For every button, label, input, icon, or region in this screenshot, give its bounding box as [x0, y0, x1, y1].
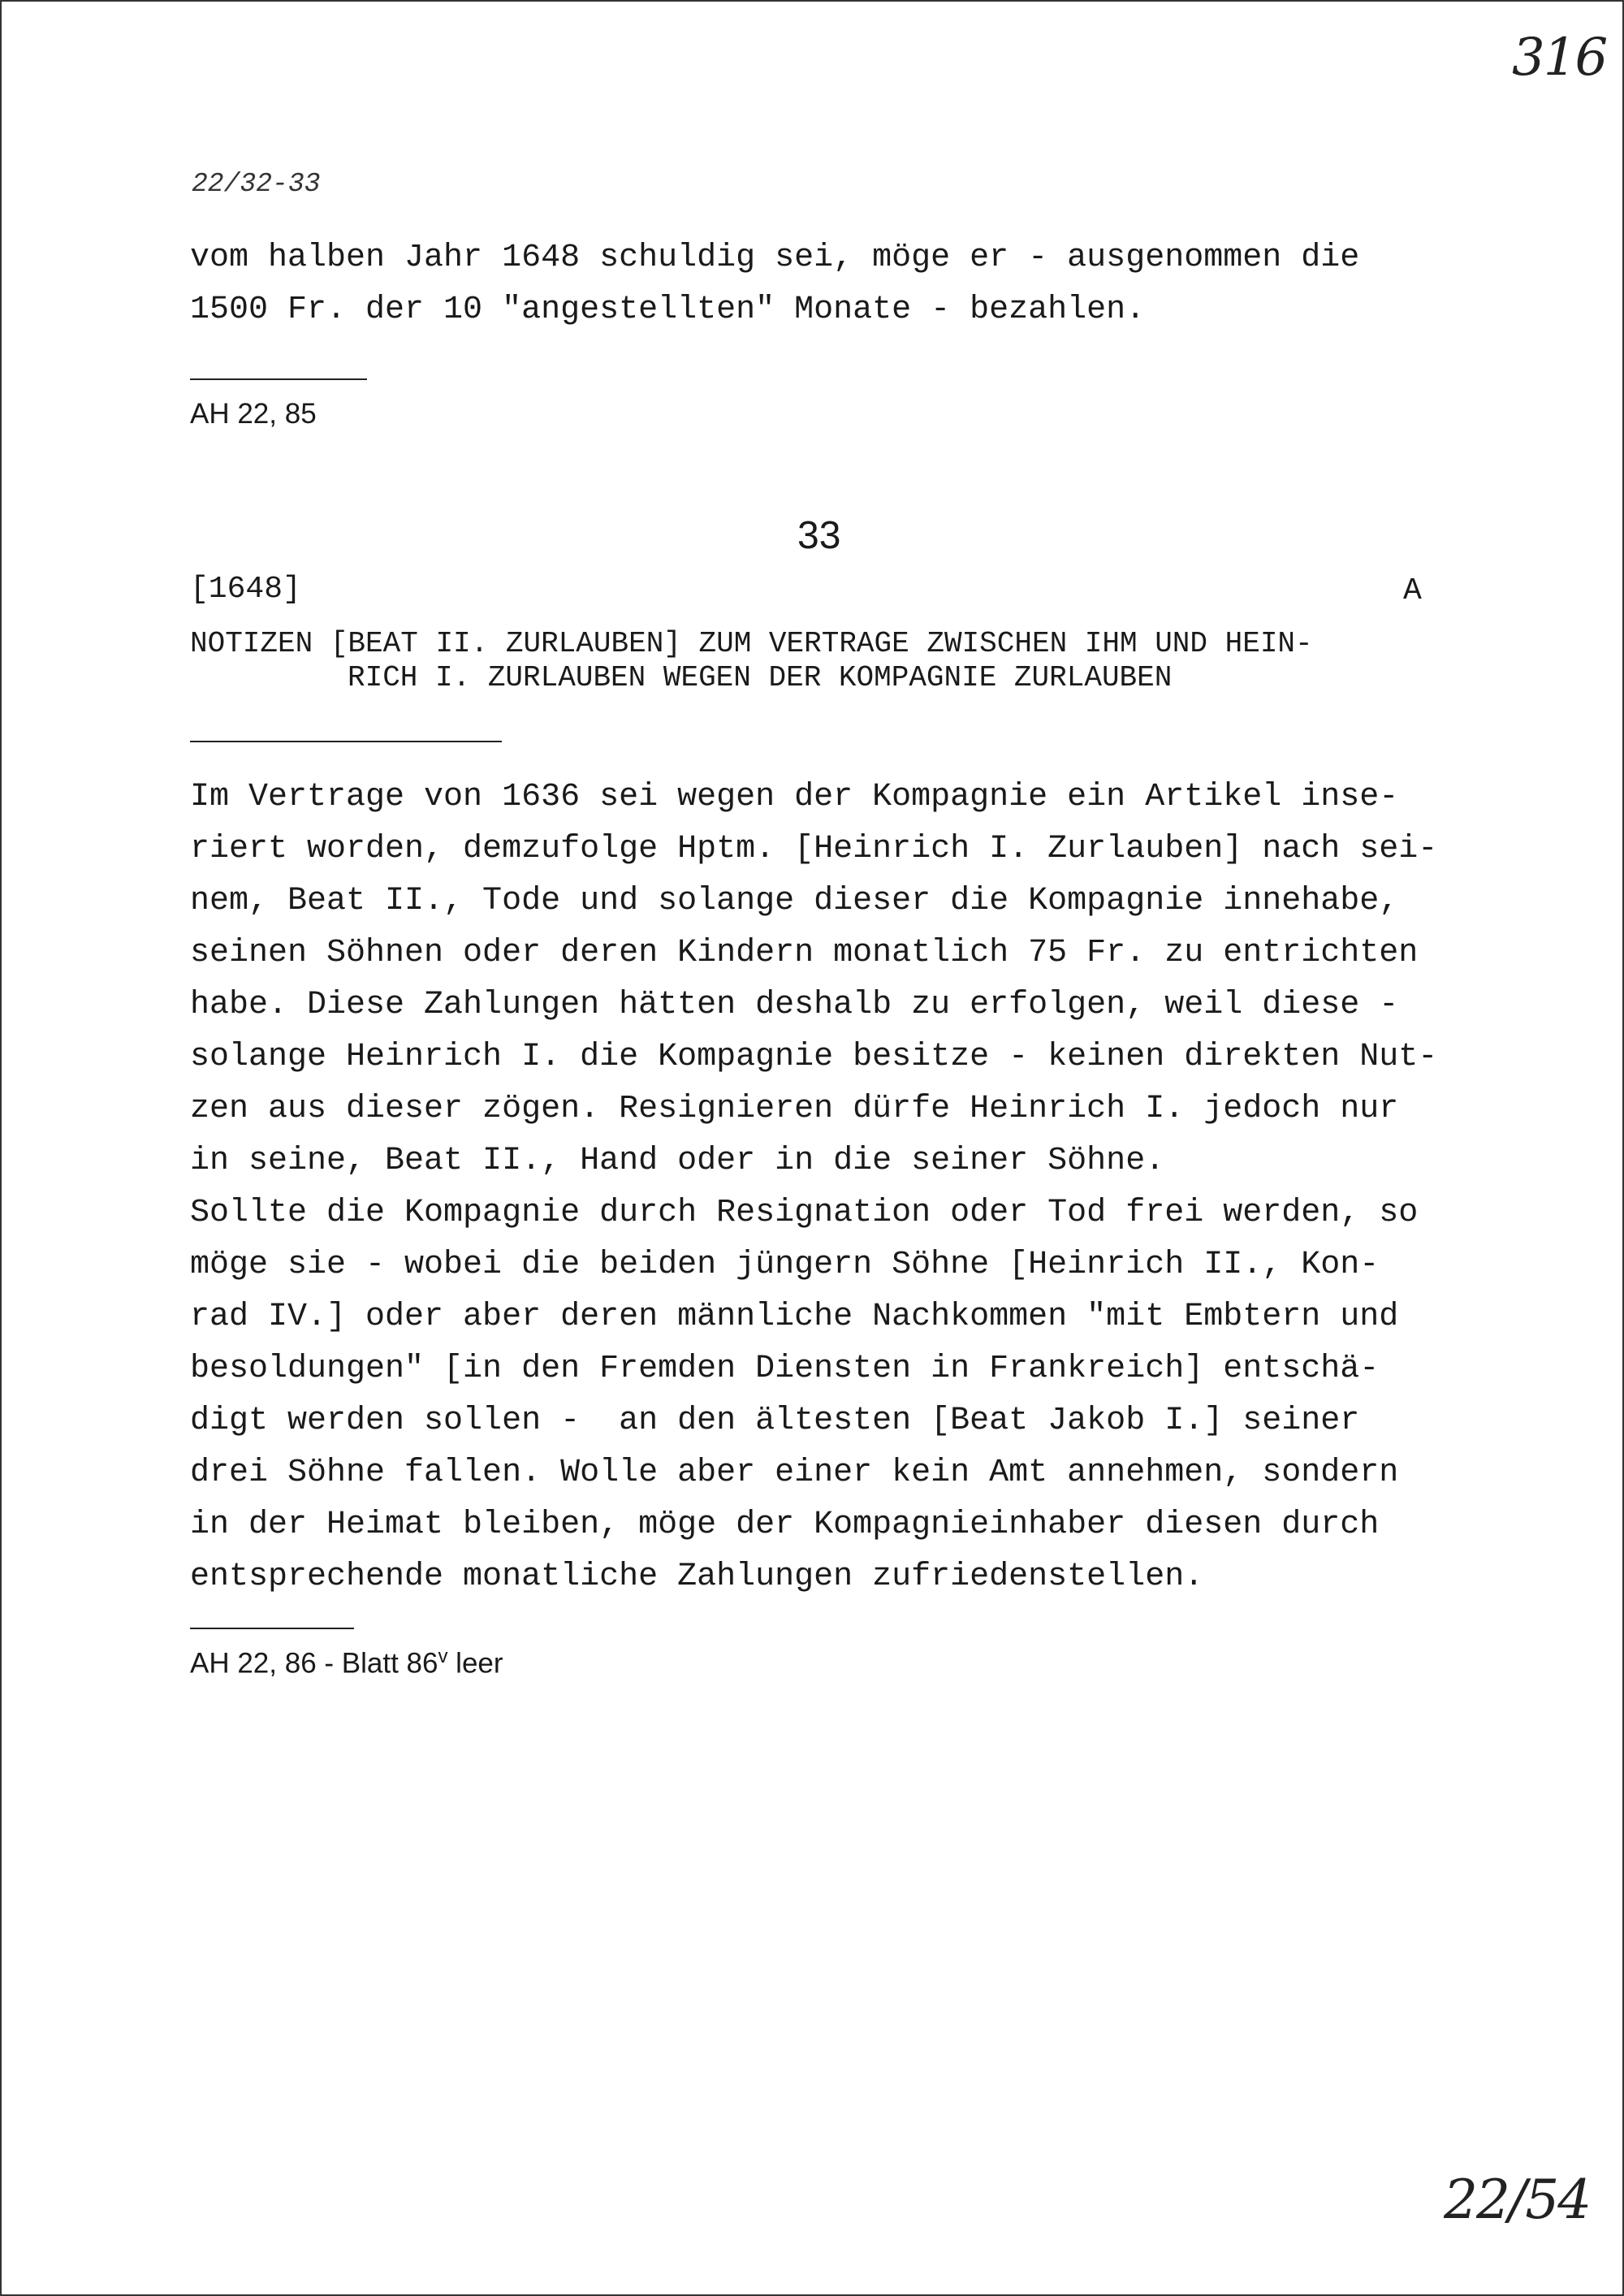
body-text-line: in der Heimat bleiben, möge der Kompagnieinhaber diesen durch	[190, 1507, 1380, 1543]
document-title-line: NOTIZEN [BEAT II. ZURLAUBEN] ZUM VERTRAGE ZWISCHEN IHM UND HEIN-	[190, 627, 1313, 660]
document-number: 33	[797, 514, 841, 557]
body-text-line: zen aus dieser zögen. Resignieren dürfe Heinrich I. jedoch nur	[190, 1091, 1399, 1127]
body-text-line: in seine, Beat II., Hand oder in die seiner Söhne.	[190, 1143, 1165, 1179]
body-text-line: habe. Diese Zahlungen hätten deshalb zu erfolgen, weil diese -	[190, 987, 1399, 1023]
document-title-line: RICH I. ZURLAUBEN WEGEN DER KOMPAGNIE ZURLAUBEN	[348, 661, 1173, 694]
divider-rule	[190, 741, 502, 742]
document-type-letter: A	[1403, 573, 1422, 608]
body-text-line: solange Heinrich I. die Kompagnie besitze - keinen direkten Nut-	[190, 1039, 1438, 1075]
body-text-line: rad IV.] oder aber deren männliche Nachkommen "mit Embtern und	[190, 1299, 1399, 1335]
body-text-line: nem, Beat II., Tode und solange dieser die Kompagnie innehabe,	[190, 883, 1399, 919]
body-text-line: drei Söhne fallen. Wolle aber einer kein Amt annehmen, sondern	[190, 1455, 1399, 1491]
body-text-line: seinen Söhnen oder deren Kindern monatlich 75 Fr. zu entrichten	[190, 935, 1419, 971]
folio-number-top: 316	[1512, 28, 1607, 88]
body-text-line: riert worden, demzufolge Hptm. [Heinrich I. Zurlauben] nach sei-	[190, 831, 1438, 867]
source-note-tail: leer	[447, 1647, 503, 1680]
body-text-line: Im Vertrage von 1636 sei wegen der Kompagnie ein Artikel inse-	[190, 779, 1399, 815]
divider-rule	[190, 378, 367, 380]
body-text-line: besoldungen" [in den Fremden Diensten in Frankreich] entschä-	[190, 1351, 1380, 1387]
source-note: AH 22, 85	[190, 398, 317, 430]
folio-number-bottom: 22/54	[1444, 2168, 1591, 2231]
source-note-superscript: v	[438, 1645, 448, 1667]
source-note-main: AH 22, 86 - Blatt 86	[190, 1647, 438, 1680]
body-text-line: entsprechende monatliche Zahlungen zufriedenstellen.	[190, 1559, 1204, 1595]
previous-text-line: vom halben Jahr 1648 schuldig sei, möge er - ausgenommen die	[190, 240, 1360, 276]
source-note-final	[190, 1645, 503, 1680]
divider-rule	[190, 1628, 354, 1629]
body-text-line: möge sie - wobei die beiden jüngern Söhne [Heinrich II., Kon-	[190, 1247, 1380, 1283]
body-text-line: digt werden sollen - an den ältesten [Beat Jakob I.] seiner	[190, 1403, 1360, 1439]
body-text-line: Sollte die Kompagnie durch Resignation oder Tod frei werden, so	[190, 1195, 1419, 1231]
page-reference: 22/32-33	[192, 169, 321, 199]
previous-text-line: 1500 Fr. der 10 "angestellten" Monate - bezahlen.	[190, 292, 1146, 328]
document-date: [1648]	[190, 572, 301, 607]
